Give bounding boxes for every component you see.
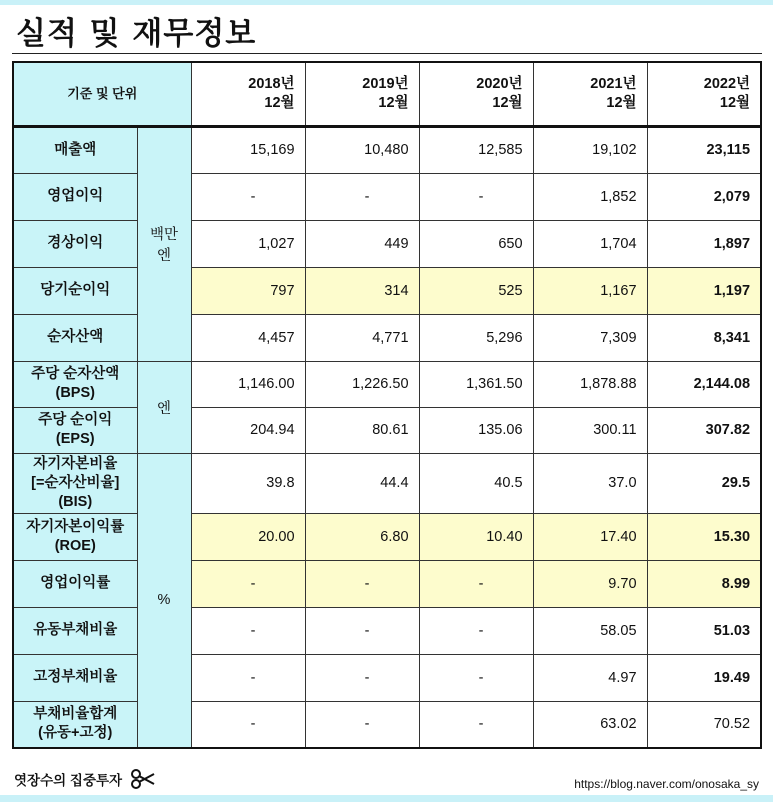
value-cell: 8.99 xyxy=(647,560,761,607)
row-label-bis: 자기자본비율 [=순자산비율] (BIS) xyxy=(13,453,137,513)
value-cell: 23,115 xyxy=(647,126,761,173)
value-cell: 8,341 xyxy=(647,314,761,361)
row-label-eps: 주당 순이익 (EPS) xyxy=(13,407,137,453)
table-row-operating-margin xyxy=(13,560,761,607)
value-cell: 40.5 xyxy=(419,453,533,513)
value-cell: 12,585 xyxy=(419,126,533,173)
value-cell: - xyxy=(305,560,419,607)
value-cell: 1,146.00 xyxy=(191,361,305,407)
value-cell: 1,197 xyxy=(647,267,761,314)
value-cell: 20.00 xyxy=(191,513,305,560)
table-row-bps xyxy=(13,361,761,407)
value-cell: 17.40 xyxy=(533,513,647,560)
value-cell: 1,226.50 xyxy=(305,361,419,407)
unit-cell-million-yen: 백만엔 xyxy=(137,126,191,361)
value-cell: 80.61 xyxy=(305,407,419,453)
value-cell: - xyxy=(191,654,305,701)
table-row-operating-income xyxy=(13,173,761,220)
financial-table xyxy=(12,61,762,749)
value-cell: 300.11 xyxy=(533,407,647,453)
year-header-2021: 2021년 12월 xyxy=(533,62,647,126)
value-cell: 44.4 xyxy=(305,453,419,513)
row-label-net-assets: 순자산액 xyxy=(13,314,137,361)
value-cell: 1,167 xyxy=(533,267,647,314)
value-cell: - xyxy=(419,654,533,701)
year-header-2019: 2019년 12월 xyxy=(305,62,419,126)
value-cell: 19,102 xyxy=(533,126,647,173)
value-cell: 314 xyxy=(305,267,419,314)
top-accent-bar xyxy=(0,0,773,5)
table-row-revenue xyxy=(13,126,761,173)
value-cell: 15,169 xyxy=(191,126,305,173)
value-cell: - xyxy=(305,701,419,748)
row-label-current-liability-ratio: 유동부채비율 xyxy=(13,607,137,654)
value-cell: 4,457 xyxy=(191,314,305,361)
row-label-roe: 자기자본이익률 (ROE) xyxy=(13,513,137,560)
row-label-net-income: 당기순이익 xyxy=(13,267,137,314)
row-label-operating-income: 영업이익 xyxy=(13,173,137,220)
value-cell: 1,897 xyxy=(647,220,761,267)
bottom-accent-bar xyxy=(0,795,773,802)
value-cell: - xyxy=(419,701,533,748)
value-cell: - xyxy=(419,607,533,654)
unit-cell-percent: % xyxy=(137,453,191,748)
value-cell: 37.0 xyxy=(533,453,647,513)
value-cell: - xyxy=(305,607,419,654)
value-cell: 7,309 xyxy=(533,314,647,361)
row-label-fixed-liability-ratio: 고정부채비율 xyxy=(13,654,137,701)
row-label-revenue: 매출액 xyxy=(13,126,137,173)
value-cell: 797 xyxy=(191,267,305,314)
table-row-total-liability-ratio xyxy=(13,701,761,748)
scissors-icon xyxy=(130,768,156,790)
year-header-2020: 2020년 12월 xyxy=(419,62,533,126)
value-cell: 1,878.88 xyxy=(533,361,647,407)
value-cell: - xyxy=(191,560,305,607)
value-cell: 15.30 xyxy=(647,513,761,560)
table-row-net-income xyxy=(13,267,761,314)
value-cell: 6.80 xyxy=(305,513,419,560)
value-cell: 51.03 xyxy=(647,607,761,654)
unit-cell-yen: 엔 xyxy=(137,361,191,453)
value-cell: 70.52 xyxy=(647,701,761,748)
value-cell: - xyxy=(191,607,305,654)
value-cell: - xyxy=(419,560,533,607)
value-cell: 63.02 xyxy=(533,701,647,748)
table-row-fixed-liability-ratio xyxy=(13,654,761,701)
value-cell: - xyxy=(191,173,305,220)
value-cell: 2,144.08 xyxy=(647,361,761,407)
value-cell: - xyxy=(305,173,419,220)
table-row-net-assets xyxy=(13,314,761,361)
footer-brand-text: 엿장수의 집중투자 xyxy=(14,773,123,788)
table-row-roe xyxy=(13,513,761,560)
value-cell: 1,027 xyxy=(191,220,305,267)
title-divider xyxy=(12,53,762,54)
row-label-ordinary-income: 경상이익 xyxy=(13,220,137,267)
table-row-eps xyxy=(13,407,761,453)
table-row-bis xyxy=(13,453,761,513)
value-cell: 204.94 xyxy=(191,407,305,453)
row-label-total-liability-ratio: 부채비율합계 (유동+고정) xyxy=(13,701,137,748)
value-cell: 5,296 xyxy=(419,314,533,361)
value-cell: 135.06 xyxy=(419,407,533,453)
year-header-2018: 2018년 12월 xyxy=(191,62,305,126)
value-cell: 10.40 xyxy=(419,513,533,560)
value-cell: 650 xyxy=(419,220,533,267)
value-cell: 2,079 xyxy=(647,173,761,220)
value-cell: 19.49 xyxy=(647,654,761,701)
value-cell: - xyxy=(305,654,419,701)
footer-brand xyxy=(14,768,156,790)
value-cell: 4,771 xyxy=(305,314,419,361)
row-label-operating-margin: 영업이익률 xyxy=(13,560,137,607)
value-cell: 1,704 xyxy=(533,220,647,267)
value-cell: 4.97 xyxy=(533,654,647,701)
value-cell: 10,480 xyxy=(305,126,419,173)
basis-header: 기준 및 단위 xyxy=(13,62,191,126)
value-cell: 9.70 xyxy=(533,560,647,607)
value-cell: 1,852 xyxy=(533,173,647,220)
value-cell: 29.5 xyxy=(647,453,761,513)
page-title: 실적 및 재무정보 xyxy=(16,16,257,52)
table-row-ordinary-income xyxy=(13,220,761,267)
value-cell: 449 xyxy=(305,220,419,267)
year-header-2022: 2022년 12월 xyxy=(647,62,761,126)
footer-blog-url: https://blog.naver.com/onosaka_sy xyxy=(574,777,759,791)
value-cell: - xyxy=(191,701,305,748)
value-cell: 39.8 xyxy=(191,453,305,513)
header-row xyxy=(13,62,761,126)
value-cell: 525 xyxy=(419,267,533,314)
value-cell: 58.05 xyxy=(533,607,647,654)
value-cell: 307.82 xyxy=(647,407,761,453)
value-cell: - xyxy=(419,173,533,220)
row-label-bps: 주당 순자산액 (BPS) xyxy=(13,361,137,407)
table-row-current-liability-ratio xyxy=(13,607,761,654)
value-cell: 1,361.50 xyxy=(419,361,533,407)
